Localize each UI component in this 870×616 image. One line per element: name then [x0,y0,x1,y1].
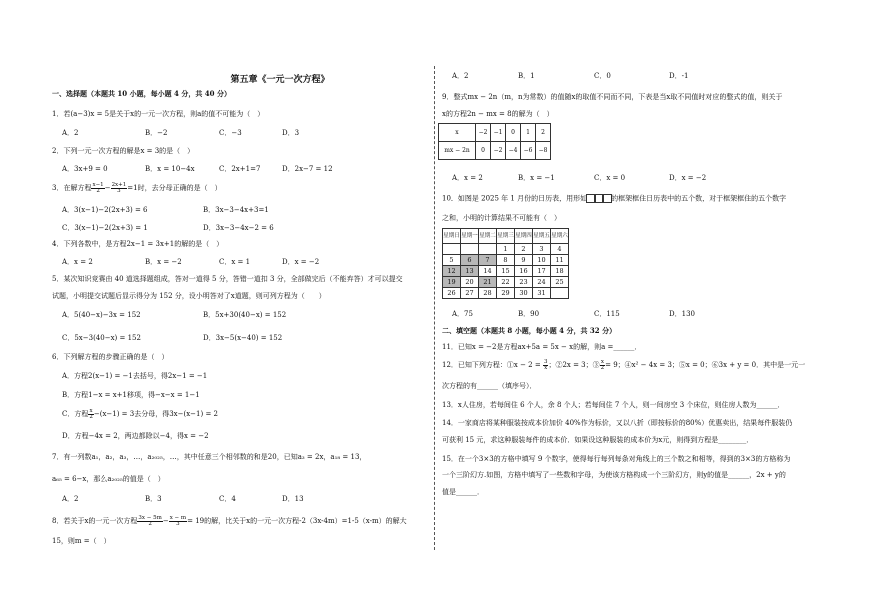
page-title: 第五章《一元一次方程》 [230,75,330,85]
calendar-header-row [443,229,569,244]
q2-option-c: C．2x+1=7 [219,165,261,173]
calendar-cell: 15 [497,266,515,277]
calendar-cell: 27 [461,288,479,299]
calendar-row [443,244,569,255]
table-cell: −2 [491,142,506,160]
q8-stem-line-2: 15，则m =（ ） [52,537,111,545]
q7-option-b: B．3 [145,495,162,503]
q10-option-b: B．90 [518,310,540,318]
table-row [439,142,551,160]
table-cell: −4 [506,142,521,160]
calendar-cell: 22 [497,277,515,288]
q8-option-c: C．0 [594,72,611,80]
q5-option-b: B．5x+30(40−x) = 152 [203,311,287,319]
q7-stem-line-1: 7．有一列数a₁，a₂，a₃，…，a₂₀₂₅，…，其中任意三个相邻数的和是20，已知a₃ = 2x，a₁₈ = 13， [52,453,367,461]
calendar-header-cell: 星期二 [479,229,497,244]
q10-option-d: D．130 [669,310,695,318]
q9-option-b: B．x = −1 [518,174,555,182]
q12-fraction-1: $\frac{3}{x}$ [543,358,548,371]
q12-stem-line-2: 次方程的有______（填序号）． [442,382,537,390]
calendar-cell: 24 [533,277,551,288]
q5-option-a: A．5(40−x)−3x = 152 [62,311,141,319]
q6-option-c: C．方程 $\frac{x}{2}$ −(x−1) = 3去分母，得3x−(x−1) = 2 [62,407,218,420]
q8-option-a: A．2 [452,72,469,80]
q9-option-d: D．x = −2 [669,174,707,182]
calendar-cell: 29 [497,288,515,299]
q9-stem-line-2: x的方程2n − mx = 8的解为（ ） [442,110,554,118]
q5-stem-line-2: 试题，小明提交试题后显示得分为 152 分，设小明答对了x道题，则可列方程为（ ） [52,292,326,300]
q7-option-d: D．13 [282,495,304,503]
q8-fraction-1: $\frac{3x - 5m}{2}$ [138,514,162,527]
q4-stem: 4．下列各数中，是方程2x−1 = 3x+1的解的是（ ） [52,240,224,248]
calendar-header-cell: 星期五 [533,229,551,244]
q8-option-b: B．1 [518,72,535,80]
calendar-cell: 25 [551,277,569,288]
calendar-header-cell: 星期三 [497,229,515,244]
calendar-cell: 4 [551,244,569,255]
calendar-cell: 6 [461,255,479,266]
calendar-row [443,277,569,288]
calendar-cell: 21 [479,277,497,288]
q2-option-a: A．3x+9 = 0 [62,165,108,173]
table-cell: −8 [536,142,551,160]
q2-stem: 2．下列一元一次方程的解是x = 3的是（ ） [52,147,195,155]
calendar-cell: 18 [551,266,569,277]
q12-fraction-2: $\frac{x}{2}$ [600,358,605,371]
q4-option-b: B．x = −2 [145,258,182,266]
q13-stem: 13．x人住房，若每间住 6 个人，余 8 个人；若每间住 7 个人，则一间房空 3 个床位，则住房人数为______． [442,401,785,409]
q14-stem-line-2: 可获利 15 元，求这种服装每件的成本价．如果设这种服装的成本价为x元，则得到方程是________． [442,436,754,444]
q4-option-a: A．x = 2 [62,258,93,266]
table-cell: 2 [536,124,551,142]
q6-option-a: A．方程2(x−1) = −1去括号，得2x−1 = −1 [62,372,208,380]
q3-option-c: C．3(x−1)−2(2x+3) = 1 [62,224,148,232]
q1-option-c: C．−3 [219,129,242,137]
column-divider [434,66,435,550]
q14-stem-line-1: 14．一家商店将某种服装按成本价加价 40%作为标价，又以八折（即按标价的80%）优惠卖出，结果每件服装仍 [442,419,793,427]
calendar-cell [551,288,569,299]
q4-option-c: C．x = 1 [219,258,251,266]
q6-option-d: D．方程−4x = 2，两边都除以−4，得x = −2 [62,432,209,440]
calendar-cell: 3 [533,244,551,255]
section-1-heading: 一、选择题（本题共 10 小题，每小题 4 分，共 40 分） [52,89,231,98]
table-cell: −1 [491,124,506,142]
q9-option-c: C．x = 0 [594,174,626,182]
q1-option-b: B．−2 [145,129,168,137]
q7-option-c: C．4 [219,495,236,503]
calendar-cell: 10 [533,255,551,266]
q1-option-d: D．3 [282,129,300,137]
table-cell: x [439,124,476,142]
calendar-header-cell: 星期一 [461,229,479,244]
calendar-cell: 23 [515,277,533,288]
q12-stem-line-1: 12．已知下列方程：①x − 2 = $\frac{3}{x}$ ；②2x = 3；③ $\frac{x}{2}$ = 9；④x² − 4x = 3；⑤x = 0；⑥3x + y = 0．其中是一元一 [442,358,806,371]
calendar-cell: 13 [461,266,479,277]
calendar-cell: 14 [479,266,497,277]
q9-stem-line-1: 9．整式mx − 2n（m，n为常数）的值随x的取值不同而不同，下表是当x取不同值时对应的整式的值，则关于 [442,93,783,101]
calendar-row [443,266,569,277]
q3-stem: 3．在解方程 $\frac{x-1}{2}$ − $\frac{2x+1}{3}$ =1时，去分母正确的是（ ） [52,181,222,194]
table-cell: mx − 2n [439,142,476,160]
calendar-cell [443,244,461,255]
q4-option-d: D．x = −2 [282,258,320,266]
calendar-cell: 30 [515,288,533,299]
q10-option-c: C．115 [594,310,620,318]
calendar-header-cell: 星期日 [443,229,461,244]
q3-option-a: A．3(x−1)−2(2x+3) = 6 [62,206,148,214]
calendar-cell [479,244,497,255]
calendar-header-cell: 星期四 [515,229,533,244]
q15-stem-line-3: 值是______． [442,488,484,496]
calendar-header-cell: 星期六 [551,229,569,244]
q3-fraction-2: $\frac{2x+1}{3}$ [111,181,127,194]
calendar-cell: 11 [551,255,569,266]
q15-stem-line-1: 15．在一个3×3的方格中填写 9 个数字，使得每行每列每条对角线上的三个数之和相等，得到的3×3的方格称为 [442,455,791,463]
calendar-row [443,288,569,299]
calendar-cell [461,244,479,255]
calendar-cell: 8 [497,255,515,266]
q8-stem-line-1: 8．若关于x的一元一次方程 $\frac{3x - 5m}{2}$ − $\frac{x - m}{3}$ = 19的解，比关于x的一元一次方程-2（3x-4m）=1-5（x-m）的解大 [52,514,407,527]
q10-stem-line-2: 之和，小明的计算结果不可能有（ ） [442,214,561,222]
calendar-cell: 26 [443,288,461,299]
q11-stem: 11．已知x = −2是方程ax+5a = 5x − x的解，则a =______． [442,343,642,351]
table-row [439,124,551,142]
q7-stem-line-2: a₆₅ = 6−x，那么a₂₀₂₅的值是（ ） [52,475,165,483]
q6-stem: 6．下列解方程的步骤正确的是（ ） [52,353,169,361]
calendar-cell: 17 [533,266,551,277]
table-cell: −6 [521,142,536,160]
q10-calendar [442,228,569,299]
table-cell: 1 [521,124,536,142]
table-cell: 0 [506,124,521,142]
q2-option-d: D．2x−7 = 12 [282,165,333,173]
q9-option-a: A．x = 2 [452,174,483,182]
table-cell: −2 [476,124,491,142]
calendar-cell: 19 [443,277,461,288]
q2-option-b: B．x = 10−4x [145,165,195,173]
table-cell: 0 [476,142,491,160]
q1-stem: 1．若(a−3)x = 5是关于x的一元一次方程，则a的值不可能为（ ） [52,110,265,118]
q5-option-d: D．3x−5(x−40) = 152 [203,334,283,342]
q3-option-b: B．3x−3−4x+3=1 [203,206,269,214]
q8-fraction-2: $\frac{x - m}{3}$ [169,514,187,527]
section-2-heading: 二、填空题（本题共 8 小题，每小题 4 分，共 32 分） [442,326,617,335]
calendar-cell: 2 [515,244,533,255]
calendar-cell: 1 [497,244,515,255]
calendar-cell: 9 [515,255,533,266]
q15-stem-line-2: 一个三阶幻方.如图，方格中填写了一些数和字母，为使该方格构成一个三阶幻方，则y的值是______，2x + y的 [442,471,786,479]
calendar-cell: 5 [443,255,461,266]
q5-stem-line-1: 5．某次知识竞赛由 40 道选择题组成，答对一道得 5 分，答错一道扣 3 分，全部做完后（不能弃答）才可以提交 [52,275,403,283]
q1-option-a: A．2 [62,129,79,137]
q5-option-c: C．5x−3(40−x) = 152 [62,334,141,342]
calendar-cell: 16 [515,266,533,277]
q8-option-d: D．-1 [669,72,689,80]
q3-option-d: D．3x−3−4x−2 = 6 [203,224,274,232]
calendar-cell: 20 [461,277,479,288]
q6-fraction: $\frac{x}{2}$ [89,407,93,420]
calendar-cell: 7 [479,255,497,266]
q7-option-a: A．2 [62,495,79,503]
q10-option-a: A．75 [452,310,473,318]
calendar-cell: 28 [479,288,497,299]
calendar-cell: 12 [443,266,461,277]
q10-stem-line-1: 10．如图是 2025 年 1 月份的日历表，用形如 的框架框住日历表中的五个数，对于框架框住的五个数字 [442,194,787,203]
q9-value-table [438,123,551,160]
q6-option-b: B．方程1−x = x+1移项，得−x−x = 1−1 [62,391,200,399]
calendar-row [443,255,569,266]
calendar-cell: 31 [533,288,551,299]
q3-fraction-1: $\frac{x-1}{2}$ [92,181,104,194]
